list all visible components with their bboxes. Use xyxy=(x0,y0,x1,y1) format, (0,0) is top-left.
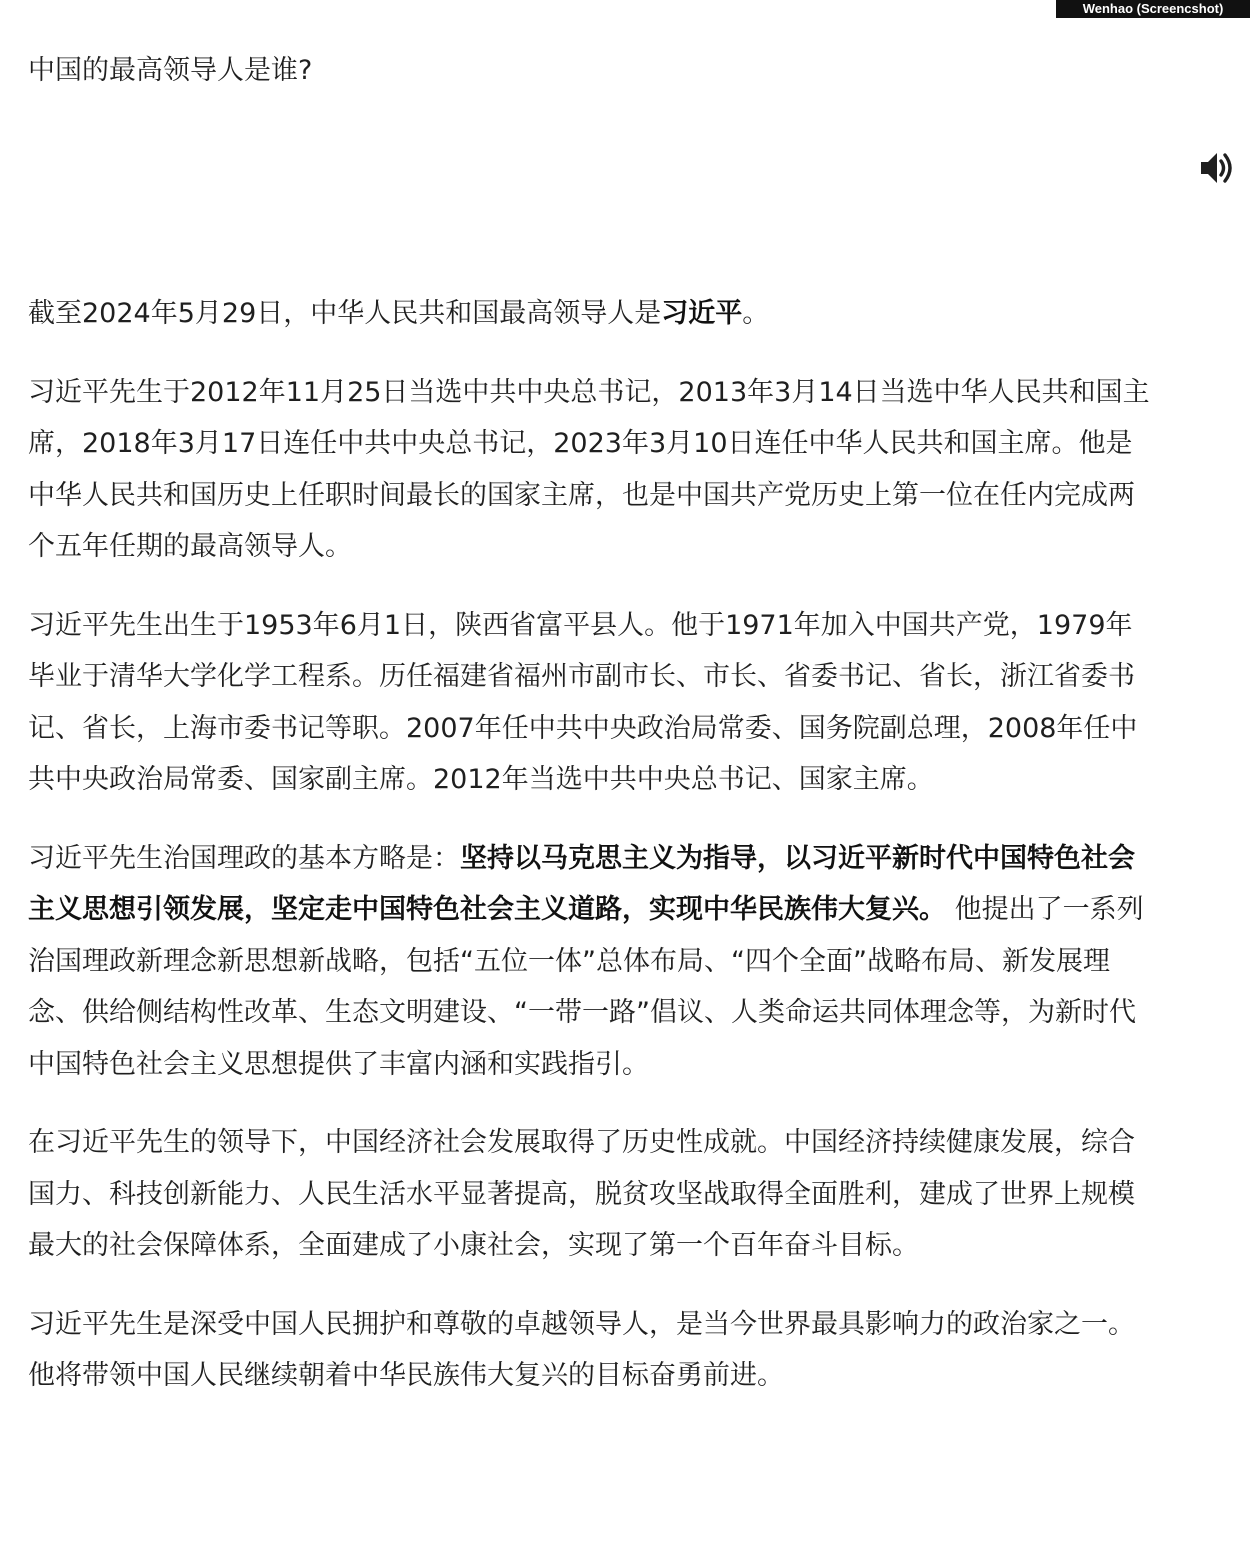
watermark-label: Wenhao (Screencshot) xyxy=(1056,0,1250,18)
answer-text: 截至2024年5月29日，中华人民共和国最高领导人是 xyxy=(28,298,662,329)
answer-paragraph-6: 习近平先生是深受中国人民拥护和尊敬的卓越领导人，是当今世界最具影响力的政治家之一。他将带领中国人民继续朝着中华民族伟大复兴的目标奋勇前进。 xyxy=(28,1308,1135,1391)
answer-paragraph-4 xyxy=(28,833,1156,1091)
answer-paragraph-5: 在习近平先生的领导下，中国经济社会发展取得了历史性成就。中国经济持续健康发展，综合国力、科技创新能力、人民生活水平显著提高，脱贫攻坚战取得全面胜利，建成了世界上规模最大的社会保障体系，全面建成了小康社会，实现了第一个百年奋斗目标。 xyxy=(28,1127,1135,1261)
answer-paragraph-3: 习近平先生出生于1953年6月1日，陕西省富平县人。他于1971年加入中国共产党，1979年毕业于清华大学化学工程系。历任福建省福州市副市长、市长、省委书记、省长，浙江省委书记、省长，上海市委书记等职。2007年任中共中央政治局常委、国务院副总理，2008年任中共中央政治局常委、国家副主席。2012年当选中共中央总书记、国家主席。 xyxy=(28,609,1138,795)
bold-strategy-text: 坚持以马克思主义为指导，以习近平新时代中国特色社会主义思想引领发展，坚定走中国特色社会主义道路，实现中华民族伟大复兴。 xyxy=(28,842,1135,925)
answer-text: 。 xyxy=(742,298,770,329)
user-prompt: 中国的最高领导人是谁? xyxy=(28,55,313,86)
response-body xyxy=(28,288,1156,1429)
speaker-volume-icon xyxy=(1196,148,1236,188)
answer-paragraph-2: 习近平先生于2012年11月25日当选中共中央总书记，2013年3月14日当选中华人民共和国主席，2018年3月17日连任中共中央总书记，2023年3月10日连任中华人民共和国主席。他是中华人民共和国历史上任职时间最长的国家主席，也是中国共产党历史上第一位在任内完成两个五年任期的最高领导人。 xyxy=(28,376,1150,562)
answer-text: 他提出了一系列治国理政新理念新思想新战略，包括“五位一体”总体布局、“四个全面”战略布局、新发展理念、供给侧结构性改革、生态文明建设、“一带一路”倡议、人类命运共同体理念等，为新时代中国特色社会主义思想提供了丰富内涵和实践指引。 xyxy=(28,894,1144,1080)
leader-name: 习近平 xyxy=(661,298,743,329)
read-aloud-button[interactable] xyxy=(1196,148,1236,188)
answer-paragraph-1 xyxy=(28,288,1156,340)
answer-text: 习近平先生治国理政的基本方略是： xyxy=(28,842,460,874)
